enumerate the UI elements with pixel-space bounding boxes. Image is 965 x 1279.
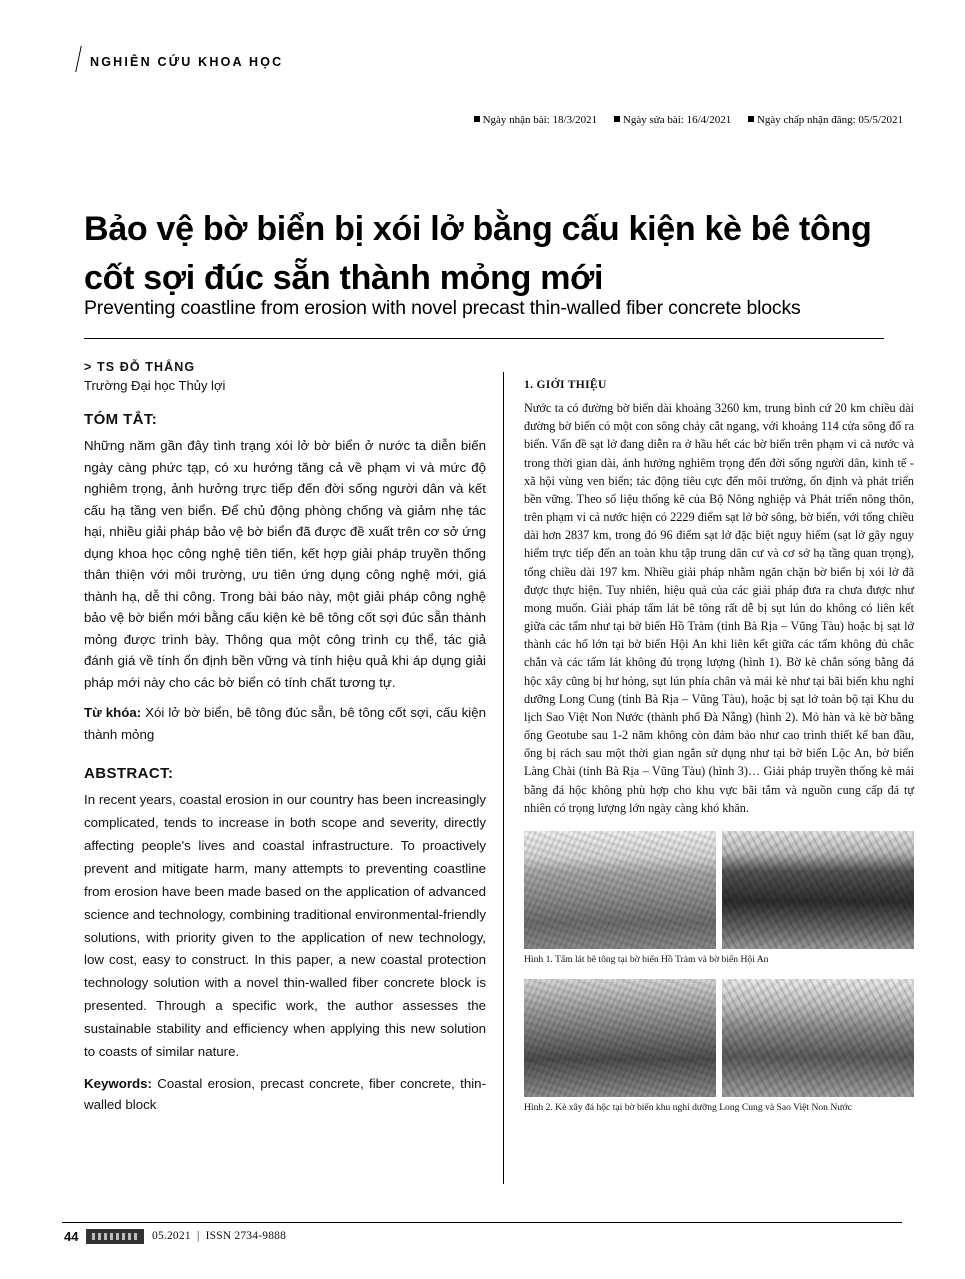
photo-concrete-slab-hoi-an bbox=[722, 831, 914, 949]
footer-separator: | bbox=[196, 1230, 200, 1242]
abstract-en-heading: ABSTRACT: bbox=[84, 765, 174, 783]
square-bullet-icon bbox=[748, 116, 754, 122]
header-slash-rule bbox=[75, 46, 82, 72]
figure-2-images bbox=[524, 979, 914, 1097]
footer-text bbox=[152, 1230, 286, 1242]
dateline bbox=[474, 114, 903, 126]
figure-1-images bbox=[524, 831, 914, 949]
date-revised: Ngày sửa bài: 16/4/2021 bbox=[614, 114, 731, 126]
footer-divider bbox=[62, 1222, 902, 1223]
author-name: > TS ĐỖ THẮNG bbox=[84, 360, 196, 374]
keywords-vn-label: Từ khóa: bbox=[84, 705, 142, 721]
footer-issue: 05.2021 bbox=[152, 1230, 191, 1242]
figure-1-caption: Hình 1. Tấm lát bê tông tại bờ biển Hồ Tràm và bờ biển Hội An bbox=[524, 953, 769, 965]
page-number: 44 bbox=[64, 1229, 79, 1244]
footer-issn: ISSN 2734-9888 bbox=[205, 1230, 287, 1242]
figure-2 bbox=[524, 979, 914, 1113]
date-received: Ngày nhận bài: 18/3/2021 bbox=[474, 114, 598, 126]
keywords-en-label: Keywords: bbox=[84, 1075, 152, 1091]
square-bullet-icon bbox=[474, 116, 480, 122]
photo-stone-revetment-sao-viet-non-nuoc bbox=[722, 979, 914, 1097]
column-divider bbox=[503, 372, 504, 1184]
abstract-en-body: In recent years, coastal erosion in our country has been increasingly complicated, tends to increase in both scope and severity, directly affecting people's lives and coastal infrastructure. To proactively prevent and mitigate harm, many attempts to preventing coastline from erosion have been made based on the application of advanced science and technology, combining traditional environmental-friendly solutions, with priority given to the application of new technology, low cost, easy to construct. In this paper, a new coastal protection technology solution with a novel thin-walled fiber concrete block is presented. Through a specific work, the author assesses the sustainable stability and efficiency when applying this new solution to coasts of similar nature. bbox=[84, 792, 486, 1059]
keywords-vn-value: Xói lở bờ biển, bê tông đúc sẵn, bê tông cốt sợi, cấu kiện thành mỏng bbox=[84, 705, 486, 742]
abstract-vn-heading: TÓM TẮT: bbox=[84, 411, 158, 428]
keywords-vn bbox=[84, 702, 486, 745]
photo-concrete-slab-ho-tram bbox=[524, 831, 716, 949]
date-accepted: Ngày chấp nhận đăng: 05/5/2021 bbox=[748, 114, 903, 126]
keywords-en bbox=[84, 1073, 486, 1116]
figure-2-caption: Hình 2. Kè xây đá hộc tại bờ biển khu nghỉ dưỡng Long Cung và Sao Việt Non Nước bbox=[524, 1101, 852, 1113]
intro-heading: 1. GIỚI THIỆU bbox=[524, 378, 607, 391]
left-column bbox=[84, 360, 486, 1116]
square-bullet-icon bbox=[614, 116, 620, 122]
header-kicker: NGHIÊN CỨU KHOA HỌC bbox=[90, 55, 284, 69]
title-divider bbox=[84, 338, 884, 339]
author-affiliation: Trường Đại học Thủy lợi bbox=[84, 378, 226, 393]
page-title: Bảo vệ bờ biển bị xói lở bằng cấu kiện kè bê tông cốt sợi đúc sẵn thành mỏng mới bbox=[84, 209, 872, 298]
intro-body: Nước ta có đường bờ biển dài khoảng 3260 km, trung bình cứ 20 km chiều dài đường bờ biển có một con sông chảy cắt ngang, với khoảng 114 cửa sông đổ ra biển. Vấn đề sạt lở đang diễn ra ở hầu hết các bờ biển trên phạm vi cả nước và trong thời gian dài, ảnh hưởng nghiêm trọng đến đời sống người dân, kinh tế - xã hội vùng ven biển; tác động tiêu cực đến môi trường, ổn định và phát triển bền vững. Theo số liệu thống kê của Bộ Nông nghiệp và Phát triển nông thôn, trên phạm vi cả nước hiện có 2229 điểm sạt lở bờ sông, bờ biển, với tổng chiều dài hơn 2837 km, trong đó 96 điểm sạt lở đặc biệt nguy hiểm (sạt lở gây nguy hiểm trực tiếp đến an toàn khu tập trung dân cư và cơ sở hạ tầng quan trọng), tổng chiều dài 197 km. Nhiều giải pháp nhằm ngăn chặn bờ biển bị xói lở đã được thực hiện. Tuy nhiên, hiệu quả của các giải pháp đưa ra chưa được như mong muốn. Giải pháp tấm lát bê tông rất dễ bị sụt lún do không có liên kết giữa các tấm như tại bờ biển Hồ Tràm (tỉnh Bà Rịa – Vũng Tàu) hoặc bị sạt lở thành các hố lớn tại bờ biển Hội An khi liên kết giữa các tấm không đủ chắc chắn và các tấm lát không đủ trọng lượng (hình 1). Bờ kè chắn sóng bằng đá hộc xây cũng bị hư hỏng, sụt lún phía chân và mái kè như tại bãi biển khu nghỉ dưỡng Long Cung (tỉnh Bà Rịa – Vũng Tàu), hoặc bị sạt lở toàn bộ tại Khu du lịch Sao Việt Non Nước (thành phố Đà Nẵng) (hình 2). Mỏ hàn và kè bờ bằng ống Geotube sau 1-2 năm không còn đảm bảo như cao trình thiết kế ban đầu, ống bị rách sau một thời gian ngắn sử dụng như tại bờ biển Lộc An, bờ biển Làng Chài (tỉnh Bà Rịa – Vũng Tàu) (hình 3)… Giải pháp truyền thống kè mái bằng đá hộc không phù hợp cho khu vực bãi tắm và nguồn cung cấp đá tự nhiên có trọng lượng lớn ngày càng khó khăn. bbox=[524, 401, 914, 815]
right-column bbox=[524, 378, 914, 1113]
figure-1 bbox=[524, 831, 914, 965]
journal-logo bbox=[86, 1229, 144, 1244]
photo-stone-revetment-long-cung bbox=[524, 979, 716, 1097]
abstract-vn-body: Những năm gần đây tình trạng xói lở bờ biển ở nước ta diễn biến ngày càng phức tạp, có xu hướng tăng cả về phạm vi và mức độ nghiêm trọng, ảnh hưởng trực tiếp đến đời sống người dân và kết cấu hạ tầng ven biển. Để chủ động phòng chống và giảm nhẹ tác hại, nhiều giải pháp bảo vệ bờ biển đã được đề xuất trên cơ sở ứng dụng khoa học công nghệ tiên tiến, kết hợp giải pháp truyền thống thân thiện với môi trường, ưu tiên ứng dụng công nghệ mới, giá thành hạ, dễ thi công. Trong bài báo này, một giải pháp công nghệ bảo vệ bờ biển mới bằng cấu kiện kè bê tông cốt sợi đúc sẵn thành mỏng được trình bày. Thông qua một công trình cụ thể, tác giả đánh giá về tính ổn định bền vững và tính hiệu quả khi áp dụng giải pháp mới này cho các bờ biển có tính chất tương tự. bbox=[84, 438, 486, 690]
page-subtitle: Preventing coastline from erosion with novel precast thin-walled fiber concrete blocks bbox=[84, 297, 801, 319]
keywords-en-value: Coastal erosion, precast concrete, fiber concrete, thin-walled block bbox=[84, 1075, 487, 1113]
